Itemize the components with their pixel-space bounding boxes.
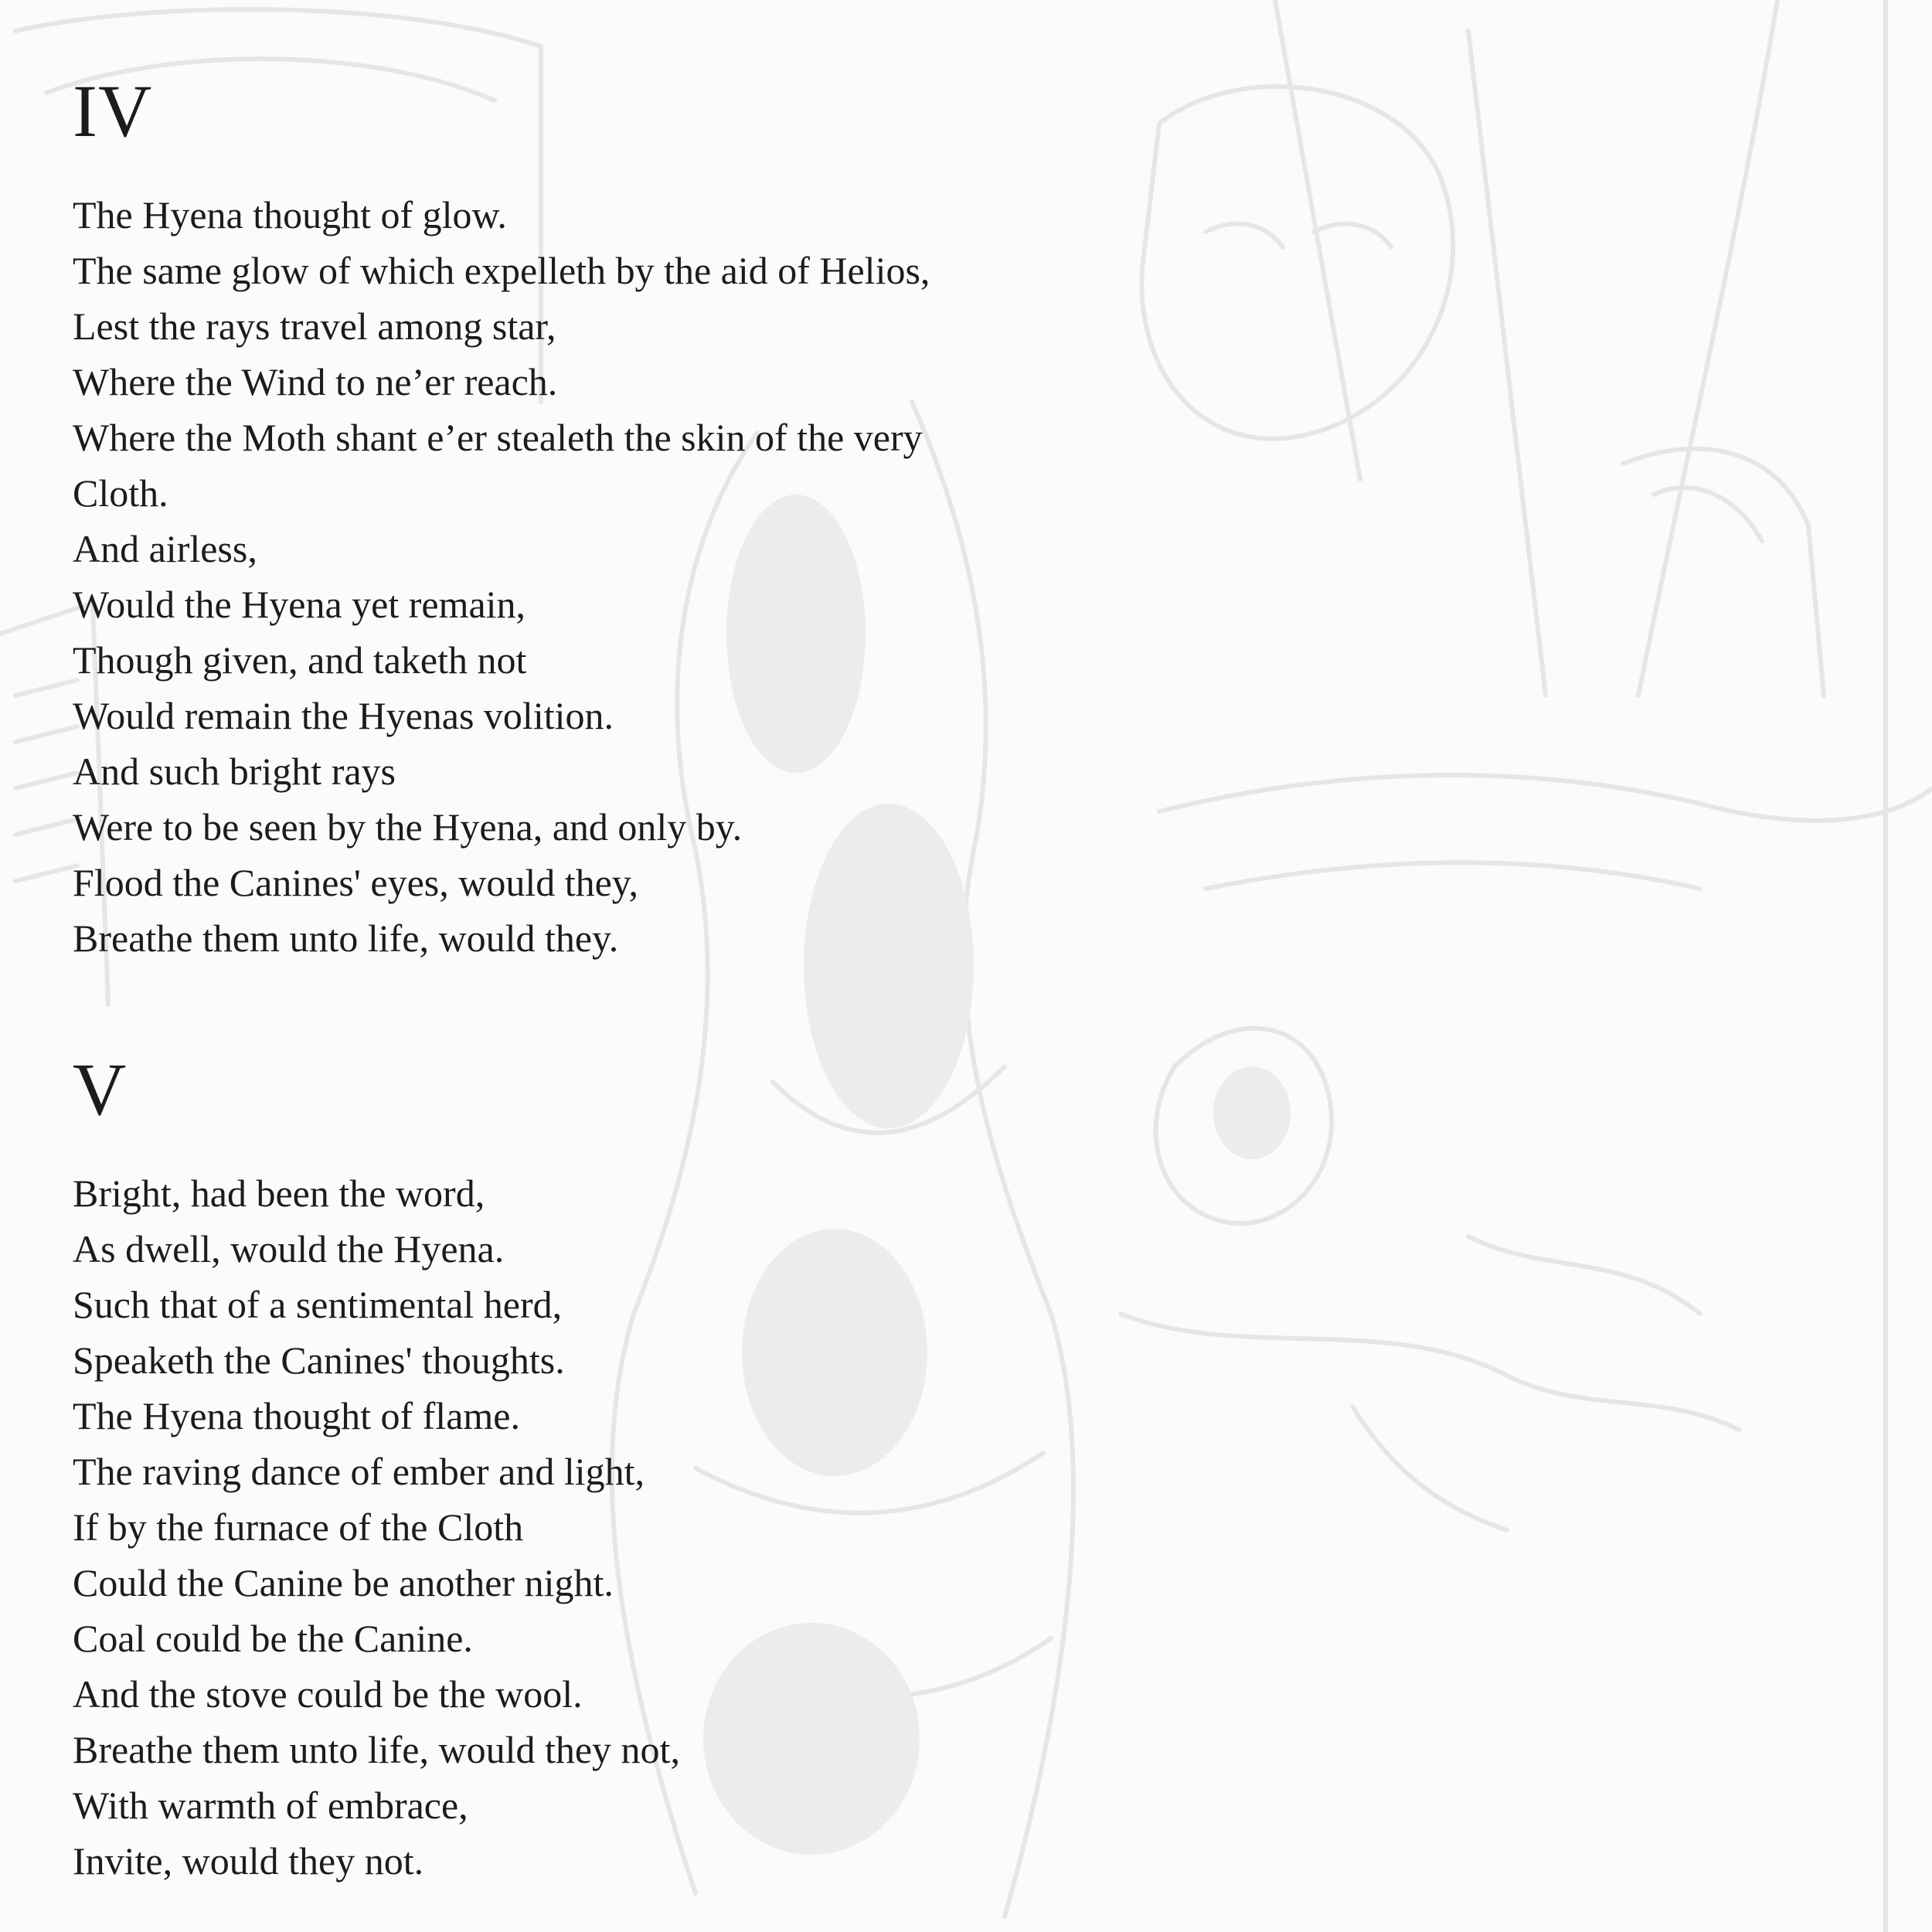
poem-line: Could the Canine be another night. bbox=[73, 1561, 614, 1604]
poem-line: And airless, bbox=[73, 527, 257, 570]
stanza bbox=[73, 187, 1232, 966]
section-v bbox=[73, 1048, 1232, 1889]
poem-line: Lest the rays travel among star, bbox=[73, 304, 556, 348]
section-heading: V bbox=[73, 1048, 128, 1131]
poem-line: Breathe them unto life, would they. bbox=[73, 917, 619, 960]
poem-line: And such bright rays bbox=[73, 750, 396, 793]
poem-line: Such that of a sentimental herd, bbox=[73, 1283, 563, 1326]
stanza bbox=[73, 1165, 1232, 1889]
poem-line: Where the Moth shant e’er stealeth the skin of the very bbox=[73, 416, 923, 459]
poem-line: If by the furnace of the Cloth bbox=[73, 1505, 524, 1549]
poem-line: The raving dance of ember and light, bbox=[73, 1450, 645, 1493]
section-heading: IV bbox=[73, 70, 153, 152]
poem-line: Bright, had been the word, bbox=[73, 1172, 485, 1215]
poem-line: Where the Wind to ne’er reach. bbox=[73, 360, 558, 403]
poem-line: Would remain the Hyenas volition. bbox=[73, 694, 614, 737]
poem-line: Coal could be the Canine. bbox=[73, 1617, 473, 1660]
poem-line: Would the Hyena yet remain, bbox=[73, 583, 526, 626]
poem-line: Cloth. bbox=[73, 471, 168, 515]
poem-line: Invite, would they not. bbox=[73, 1839, 424, 1883]
poem-line: Were to be seen by the Hyena, and only by. bbox=[73, 805, 743, 849]
poem-line: With warmth of embrace, bbox=[73, 1784, 468, 1827]
poem-line: As dwell, would the Hyena. bbox=[73, 1227, 505, 1270]
poem-line: And the stove could be the wool. bbox=[73, 1672, 583, 1716]
poem-line: Though given, and taketh not bbox=[73, 638, 527, 682]
section-iv bbox=[73, 70, 1232, 966]
poem-line: The same glow of which expelleth by the aid of Helios, bbox=[73, 249, 930, 292]
poem-line: Flood the Canines' eyes, would they, bbox=[73, 861, 639, 904]
poem-line: The Hyena thought of flame. bbox=[73, 1394, 520, 1437]
poem-line: Breathe them unto life, would they not, bbox=[73, 1728, 680, 1771]
poem-line: The Hyena thought of glow. bbox=[73, 193, 507, 236]
poem-line: Speaketh the Canines' thoughts. bbox=[73, 1338, 565, 1382]
